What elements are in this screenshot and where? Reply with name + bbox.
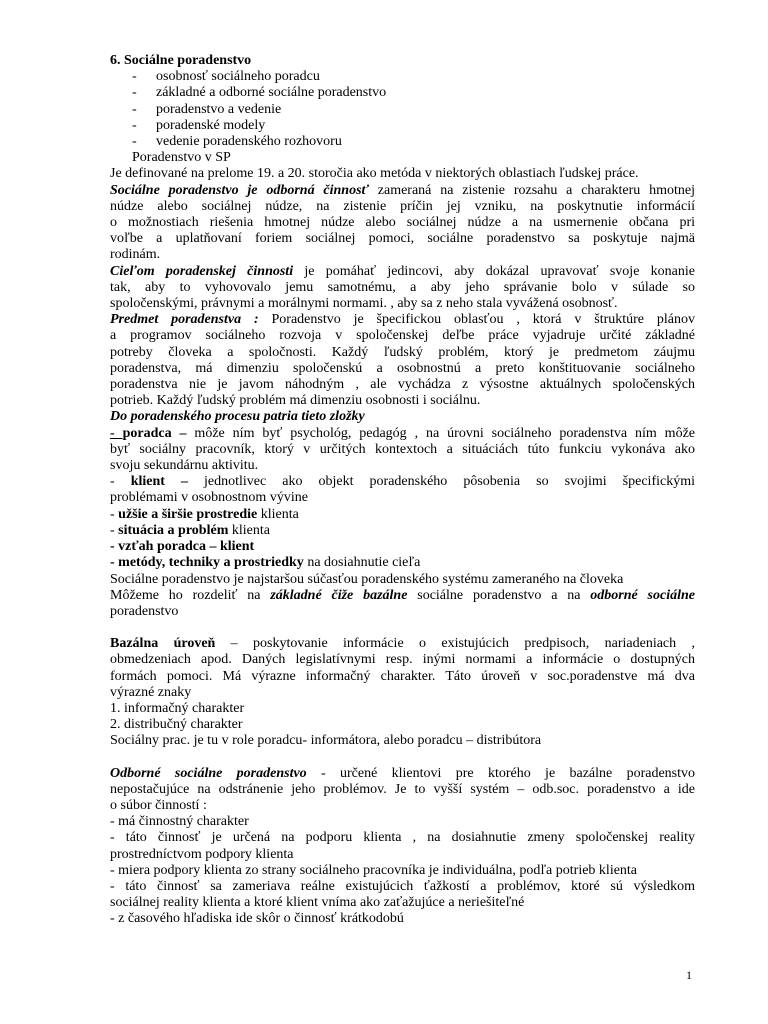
basal-term: Bazálna úroveň xyxy=(110,636,216,652)
topic-item: - poradenstvo a vedenie xyxy=(110,102,695,118)
subheading: Poradenstvo v SP xyxy=(132,150,231,166)
divide-line xyxy=(110,588,695,604)
topic-item: - základné a odborné sociálne poradenstvo xyxy=(110,85,695,101)
client-term: klient – xyxy=(130,474,188,490)
basal-line: výrazné znaky xyxy=(110,684,192,700)
basal-item: 1. informačný charakter xyxy=(110,700,245,716)
text-span: - určené klientovi pre ktorého je bazálne poradenstvo xyxy=(306,765,696,781)
basal-role: Sociálny prac. je tu v role poradcu- informátora, alebo poradcu – distribútora xyxy=(110,733,542,749)
definition-line: o možnostiach riešenia hmotnej núdze alebo sociálnej núdze a na usmernenie občana pri xyxy=(110,215,695,231)
document-body xyxy=(110,53,695,928)
component-term: užšie a širšie prostredie xyxy=(118,506,258,522)
part-of-system-line: Sociálne poradenstvo je najstaršou súčasťou poradenského systému zameraného na človeka xyxy=(110,571,624,587)
basal-line: obmedzeniach apod. Daných legislatívnymi resp. inými normami a informácie o dostupných xyxy=(110,652,695,668)
client-line: problémami v osobnostnom vývine xyxy=(110,490,308,506)
paragraph-gap xyxy=(110,750,695,766)
expert-bullet: - táto činnosť je určená na podporu klienta , na dosiahnutie zmeny spoločenskej reality xyxy=(110,830,695,846)
text-span: môže ním byť psychológ, pedagóg , na úrovni sociálneho poradenstva ním môže xyxy=(186,425,695,441)
subject-line: potrieb. Každý ľudský problém má dimenziu osobnosti i sociálnu. xyxy=(110,393,481,409)
expert-line: nepostačujúce na odstránenie jeho problémov. Je to vyšší systém – odb.soc. poradenstvo a ide xyxy=(110,781,695,797)
emphasis: základné čiže bazálne xyxy=(270,587,408,603)
goal-line: spoločenskými, právnymi a morálnymi normami. , aby sa z neho stala vyvážená osobnosť. xyxy=(110,296,618,312)
page-number: 1 xyxy=(686,968,692,982)
definition-line: núdze alebo sociálnej núdze, na zistenie príčin jej vzniku, na poskytnutie informácií xyxy=(110,198,695,214)
text-span: jednotlivec ako objekt poradenského pôsobenia so svojimi špecifickými xyxy=(187,474,695,490)
goal-line xyxy=(110,264,695,280)
component-term: - metódy, techniky a prostriedky xyxy=(110,555,304,571)
subject-line: potreby človeka a spoločnosti. Každý ľudský problém, ktorý je predmetom záujmu xyxy=(110,344,695,360)
dash: - xyxy=(110,522,119,538)
intro-line: Je definované na prelome 19. a 20. storočia ako metóda v niektorých oblastiach ľudskej práce. xyxy=(110,166,639,182)
text-span: na dosiahnutie cieľa xyxy=(303,555,421,571)
text-span: zameraná na zistenie rozsahu a charakteru hmotnej xyxy=(368,182,695,198)
subject-term: Predmet poradenstva : xyxy=(110,312,259,328)
paragraph-gap xyxy=(110,620,695,636)
dash: - xyxy=(110,474,131,490)
goal-line: tak, aby to vyhovovalo jemu samotnému, a aby jeho správanie bolo v súlade so xyxy=(110,279,695,295)
process-heading: Do poradenského procesu patria tieto zložky xyxy=(110,409,365,425)
text-span: Môžeme ho rozdeliť na xyxy=(110,587,271,603)
component-env xyxy=(110,507,695,523)
basal-line: formách pomoci. Má výrazne informačný charakter. Táto úroveň v soc.poradenstve má dva xyxy=(110,668,695,684)
component-term: situácia a problém xyxy=(118,522,229,538)
subject-line: a programov sociálneho rozvoja v spoločenskej deľbe práce vyjadruje určité základné xyxy=(110,328,695,344)
expert-line xyxy=(110,766,695,782)
client-line xyxy=(110,474,695,490)
text-span: klienta xyxy=(228,522,270,538)
definition-line: rodinám. xyxy=(110,247,161,263)
subject-line: poradenstva nie je javom náhodným , ale vychádza z výsostne aktuálnych spoločenských xyxy=(110,377,695,393)
topic-item: - vedenie poradenského rozhovoru xyxy=(110,134,695,150)
text-span: – poskytovanie informácie o existujúcich predpisoch, nariadeniach , xyxy=(215,636,695,652)
topic-list xyxy=(110,69,695,150)
expert-bullet: prostredníctvom podpory klienta xyxy=(110,846,294,862)
dash: - xyxy=(110,425,123,441)
basal-item: 2. distribučný charakter xyxy=(110,717,243,733)
expert-line: o súbor činností : xyxy=(110,797,207,813)
text-span: klienta xyxy=(257,506,299,522)
definition-line xyxy=(110,183,695,199)
subject-line: poradenstva, má dimenziu spoločenskú a osobnostnú a preto konštituovanie sociálneho xyxy=(110,360,695,376)
topic-item: - osobnosť sociálneho poradcu xyxy=(110,69,695,85)
text-span: sociálne poradenstvo a na xyxy=(407,587,591,603)
expert-bullet: - miera podpory klienta zo strany sociálneho pracovníka je individuálna, podľa potrieb klienta xyxy=(110,862,638,878)
component-situation xyxy=(110,523,695,539)
definition-line: voľbe a uplatňovaní foriem sociálnej pomoci, sociálne poradenstvo sa poskytuje najmä xyxy=(110,231,695,247)
text-span: Poradenstvo je špecifickou oblasťou , ktorá v štruktúre plánov xyxy=(258,312,695,328)
text-span: je pomáhať jedincovi, aby dokázal upravovať svoje konanie xyxy=(293,263,696,279)
basal-line xyxy=(110,636,695,652)
component-relation: - vzťah poradca – klient xyxy=(110,539,255,555)
expert-bullet: - z časového hľadiska ide skôr o činnosť krátkodobú xyxy=(110,911,404,927)
subject-line xyxy=(110,312,695,328)
dash: - xyxy=(110,506,119,522)
divide-line: poradenstvo xyxy=(110,603,179,619)
definition-term: Sociálne poradenstvo je odborná činnosť xyxy=(110,182,369,198)
topic-item: - poradenské modely xyxy=(110,118,695,134)
component-methods xyxy=(110,555,695,571)
expert-bullet: sociálnej reality klienta a ktoré klient vníma ako zaťažujúce a neriešiteľné xyxy=(110,895,525,911)
advisor-line: byť sociálny pracovník, ktorý v určitých kontextoch a situáciách túto funkciu vykonáva ako xyxy=(110,441,695,457)
expert-term: Odborné sociálne poradenstvo xyxy=(110,765,307,781)
section-heading: 6. Sociálne poradenstvo xyxy=(110,53,252,68)
goal-term: Cieľom poradenskej činnosti xyxy=(110,263,294,279)
advisor-term: poradca – xyxy=(122,425,187,441)
expert-bullet: - má činnostný charakter xyxy=(110,814,249,830)
advisor-line xyxy=(110,426,695,442)
emphasis: odborné sociálne xyxy=(590,587,695,603)
advisor-line: svoju sekundárnu aktivitu. xyxy=(110,458,259,474)
expert-bullet: - táto činnosť sa zameriava reálne existujúcich ťažkostí a problémov, ktoré sú výsledkom xyxy=(110,878,695,894)
